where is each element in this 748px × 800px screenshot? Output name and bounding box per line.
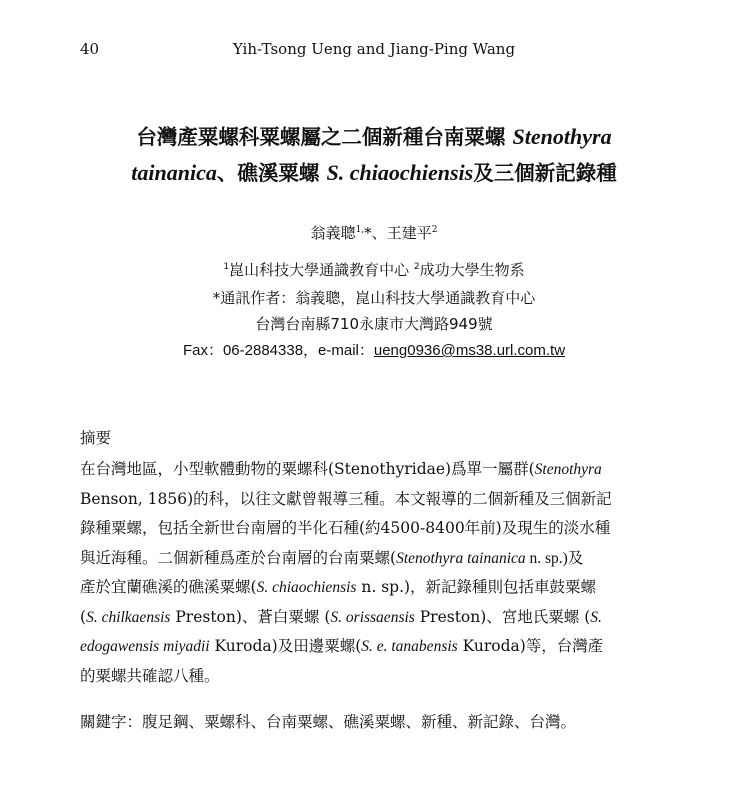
- abstract-text: Preston)、蒼白粟螺 (: [170, 607, 331, 626]
- abstract-text: 與近海種。二個新種爲產於台南層的台南粟螺(: [80, 548, 397, 567]
- abstract-taxon: S. chilkaensis: [86, 608, 171, 626]
- contact-prefix: Fax：06-2884338，e-mail：: [182, 342, 374, 359]
- aff-2-mark: 2: [413, 262, 420, 272]
- author-1: 翁義聰: [310, 224, 356, 242]
- title-cjk-2: 、礁溪粟螺: [216, 161, 320, 185]
- abstract-text: 錄種粟螺，包括全新世台南層的半化石種(約4500-8400年前)及現生的淡水種: [80, 519, 611, 537]
- abstract-text: 的粟螺共確認八種。: [80, 666, 220, 685]
- title-genus: Stenothyra: [512, 124, 612, 149]
- aff-1-mark: 1: [223, 262, 230, 272]
- abstract-taxon: edogawensis miyadii: [80, 638, 210, 655]
- page-number: 40: [80, 40, 100, 58]
- abstract-line: [80, 662, 665, 692]
- abstract-taxon: Stenothyra: [534, 461, 602, 478]
- title-species-1: tainanica: [131, 160, 217, 185]
- author-separator: 、: [371, 224, 387, 242]
- author-1-affil: 1,: [355, 225, 365, 235]
- abstract-line: [80, 485, 665, 515]
- abstract-line: [80, 455, 665, 485]
- keywords-label: 關鍵字：: [80, 713, 143, 731]
- abstract-text: n. sp.)及: [525, 549, 584, 567]
- abstract-text: 在台灣地區，小型軟體動物的粟螺科(Stenothyridae)爲單一屬群(: [80, 460, 535, 478]
- contact-line: [0, 339, 748, 360]
- aff-2: 成功大學生物系: [419, 261, 525, 279]
- abstract-text: 產於宜蘭礁溪的礁溪粟螺(: [80, 578, 257, 596]
- address: 台灣台南縣710永康市大灣路949號: [255, 315, 493, 333]
- email-link[interactable]: ueng0936@ms38.url.com.tw: [373, 342, 566, 359]
- abstract-line: [80, 573, 665, 603]
- author-2-affil: 2: [431, 225, 438, 235]
- abstract-line: [80, 514, 665, 544]
- correspondence: *通訊作者：翁義聰，崑山科技大學通識教育中心: [212, 289, 536, 307]
- running-head: Yih-Tsong Ueng and Jiang-Ping Wang: [232, 40, 516, 58]
- abstract-body: [80, 455, 665, 691]
- abstract-text: Kuroda)等，台灣產: [457, 637, 604, 655]
- abstract-taxon: S.: [590, 608, 602, 626]
- title-cjk-1: 台灣產粟螺科粟螺屬之二個新種台南粟螺: [136, 125, 506, 149]
- abstract-text: (: [80, 607, 87, 626]
- title-species-2: S. chiaochiensis: [326, 160, 474, 185]
- author-2: 王建平: [386, 224, 432, 242]
- abstract-taxon: Stenothyra tainanica: [396, 549, 526, 567]
- title-line-2: [60, 156, 688, 190]
- author-line: [0, 222, 748, 243]
- abstract-text: Benson, 1856)的科，以往文獻曾報導三種。本文報導的二個新種及三個新記: [80, 489, 612, 508]
- keywords: [80, 710, 576, 732]
- abstract-taxon: S. orissaensis: [330, 608, 415, 626]
- abstract-line: [80, 544, 665, 574]
- abstract-text: Preston)、宮地氏粟螺 (: [414, 607, 591, 626]
- abstract-heading: 摘要: [80, 429, 112, 447]
- abstract-text: Kuroda)及田邊粟螺(: [209, 637, 362, 655]
- abstract-taxon: S. e. tanabensis: [361, 638, 458, 655]
- abstract-line: [80, 603, 665, 633]
- abstract-taxon: S. chiaochiensis: [256, 579, 357, 596]
- corresponding-mark: *: [364, 224, 372, 242]
- abstract-text: n. sp.)，新記錄種則包括車鼓粟螺: [356, 578, 597, 596]
- aff-1: 崑山科技大學通識教育中心: [229, 261, 410, 279]
- abstract-line: [80, 632, 665, 662]
- affiliations: [0, 259, 748, 280]
- title-cjk-3: 及三個新記錄種: [473, 161, 617, 185]
- keywords-list: 腹足鋼、粟螺科、台南粟螺、礁溪粟螺、新種、新記錄、台灣。: [142, 713, 577, 731]
- title-line-1: [60, 120, 688, 154]
